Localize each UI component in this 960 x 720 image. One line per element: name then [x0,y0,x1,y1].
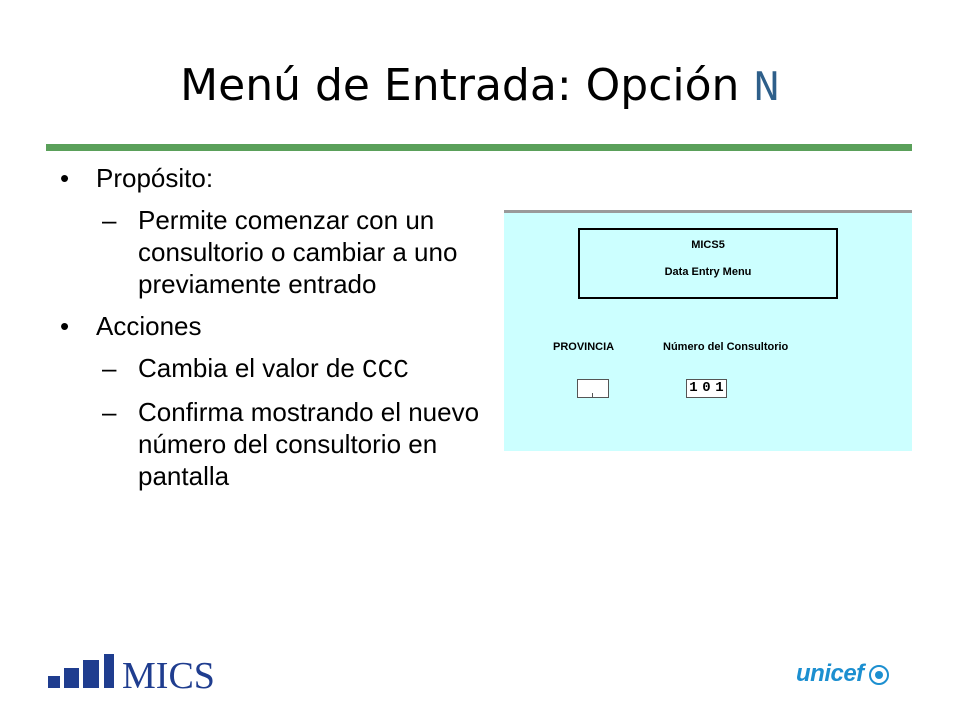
bullet-dot: • [60,163,70,193]
sub-bullet-purpose-1 [60,204,480,300]
bullet-purpose [60,162,480,194]
slide-title [0,60,960,114]
menu-title: MICS5 [691,239,725,251]
sub-bullet-code: CCC [362,355,409,385]
bullet-actions [60,310,480,342]
data-entry-screenshot [504,210,912,451]
consultorio-digit: 1 [689,380,698,396]
slide-title-code: N [753,64,780,114]
bullet-purpose-label: Propósito: [96,163,214,193]
mics-bars-icon [46,652,230,694]
slide-title-text: Menú de Entrada: Opción [180,60,740,111]
sub-bullet-dash: – [102,353,117,383]
sub-bullet-text: Cambia el valor de [138,353,355,383]
consultorio-input[interactable] [686,379,727,398]
sub-bullet-actions-1 [60,352,480,386]
mics-logo [46,652,230,694]
unicef-logo [796,660,892,694]
unicef-emblem-icon [868,664,890,686]
sub-bullet-actions-2 [60,396,480,492]
unicef-wordmark: unicef [796,660,864,687]
bullet-dot: • [60,311,70,341]
mics-wordmark: MICS [122,655,215,694]
digit-separator [592,393,593,397]
provincia-input[interactable] [577,379,609,398]
consultorio-digit: 1 [715,380,724,396]
sub-bullet-dash: – [102,205,117,235]
bullet-actions-label: Acciones [96,311,202,341]
menu-subtitle: Data Entry Menu [664,266,752,278]
menu-header-box [578,228,838,299]
label-consultorio: Número del Consultorio [663,341,789,353]
title-divider [46,144,912,151]
label-provincia: PROVINCIA [553,341,615,353]
sub-bullet-text: Permite comenzar con un consultorio o cambiar a uno previamente entrado [138,205,458,299]
sub-bullet-dash: – [102,397,117,427]
sub-bullet-text: Confirma mostrando el nuevo número del consultorio en pantalla [138,397,480,491]
bullet-list [60,162,480,502]
consultorio-digit: 0 [702,380,711,396]
